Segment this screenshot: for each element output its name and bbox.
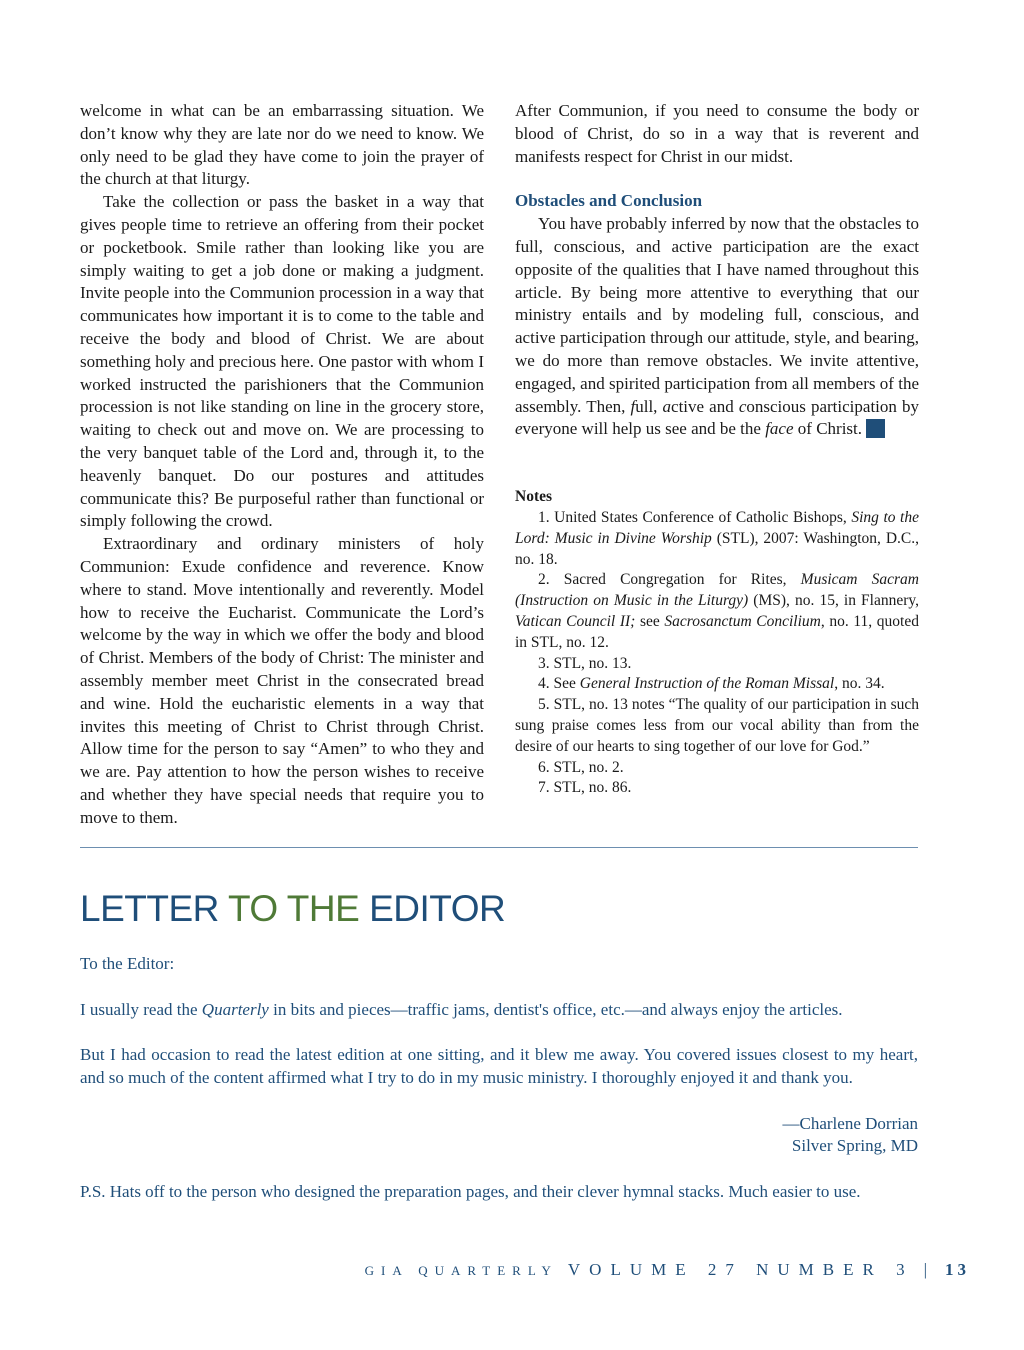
- text-run: , no. 11, quoted in STL, no. 12.: [515, 612, 919, 651]
- note-item: 7. STL, no. 86.: [538, 779, 632, 797]
- letter-body: [80, 953, 918, 1227]
- signature-place: Silver Spring, MD: [791, 1136, 918, 1156]
- text-run: 2. Sacred Congregation for Rites,: [538, 571, 801, 589]
- text-run: ull,: [635, 396, 663, 416]
- title-italic: Vatican Council II;: [515, 612, 636, 630]
- paragraph: After Communion, if you need to consume the body or blood of Christ, do so in a way that is reverent and manifests respect for Christ in our midst.: [515, 101, 919, 166]
- paragraph: Extraordinary and ordinary ministers of holy Communion: Exude confidence and reverence. Know where to stand. Move intentionally and reverently. Model how to receive the Eucharist. Communicate the Lord’s welcome by the way in which we offer the body and blood of Christ. Members of the body of Christ: The minister and assembly member meet Christ in the consecrated bread and wine. Hold the eucharistic elements in a way that invites this meeting of Christ to Christ through Christ. Allow time for the person to say “Amen” to who they and we are. Pay attention to how the person wishes to receive and whether they have special needs that require you to move to them.: [80, 534, 484, 827]
- title-part: EDITOR: [359, 888, 506, 929]
- footer-separator: |: [923, 1260, 927, 1279]
- text-run: onscious participation by: [746, 396, 919, 416]
- title-italic: Sing to the Lord: Music in Divine Worship: [515, 508, 919, 547]
- letter-section-title: [80, 888, 505, 930]
- text-run: You have probably inferred by now that the obstacles to full, conscious, and active participation are the exact opposite of the qualities that I have named throughout this article. By being more attentive to everything that our ministry entails and by modeling full, conscious, and active participation through our attitude, style, and bearing, we do more than remove obstacles. We invite attentive, engaged, and spirited participation from all members of the assembly. Then,: [515, 214, 919, 416]
- signature-name: —Charlene Dorrian: [782, 1113, 918, 1133]
- letter-paragraph: [80, 999, 918, 1022]
- title-italic: Musicam Sacram (Instruction on Music in the Liturgy): [515, 571, 919, 610]
- publication-name: Quarterly: [201, 999, 269, 1019]
- footer-publication: GIA QUARTERLY: [364, 1263, 558, 1278]
- text-run: see: [635, 612, 665, 630]
- section-heading: Obstacles and Conclusion: [515, 191, 703, 211]
- article-right-column: [515, 100, 919, 799]
- section-divider: [80, 847, 918, 848]
- page-number: 13: [945, 1260, 970, 1279]
- title-part: LETTER: [80, 888, 228, 929]
- page-footer: [365, 1260, 970, 1280]
- note-item: 3. STL, no. 13.: [538, 654, 632, 672]
- text-run: (MS), no. 15, in Flannery,: [748, 592, 920, 610]
- text-run: veryone will help us see and be the: [522, 419, 766, 439]
- emphasis-letter: e: [515, 419, 523, 439]
- emphasis-letter: f: [630, 396, 636, 416]
- text-run: in bits and pieces—traffic jams, dentist's office, etc.—and always enjoy the articles.: [268, 999, 843, 1019]
- text-run: ctive and: [671, 396, 739, 416]
- text-run: I usually read the: [80, 999, 202, 1019]
- notes-section: [515, 487, 919, 799]
- letter-paragraph: But I had occasion to read the latest edition at one sitting, and it blew me away. You covered issues closest to my heart, and so much of the content affirmed what I try to do in my music ministry. I thoroughly enjoyed it and thank you.: [80, 1045, 918, 1087]
- article-left-column: [80, 100, 484, 830]
- text-run: (STL), 2007: Washington, D.C., no. 18.: [515, 529, 919, 568]
- note-item: [515, 674, 919, 695]
- emphasis-letter: c: [738, 396, 747, 416]
- end-mark-square-icon: [866, 419, 885, 438]
- letter-postscript: P.S. Hats off to the person who designed the preparation pages, and their clever hymnal stacks. Much easier to use.: [80, 1181, 861, 1201]
- paragraph: [515, 213, 919, 441]
- note-item: 5. STL, no. 13 notes “The quality of our participation in such sung praise comes less from our vocal ability than from the desire of our hearts to sing together of our love for God.”: [515, 696, 919, 755]
- paragraph: Take the collection or pass the basket in a way that gives people time to retrieve an offering from their pocket or pocketbook. Smile rather than looking like you are simply waiting to get a job done or making a judgment. Invite people into the Communion procession in a way that communicates how important it is to come to the table and receive the body and blood of Christ. We are about something holy and precious here. One pastor with whom I worked instructed the parishioners that the Communion procession is not like standing on line in the grocery store, waiting to check out and move on. We are processing to the very banquet table of the Lord and, through it, to the heavenly banquet. Do our postures and attitudes communicate this? Be purposeful rather than functional or simply following the crowd.: [80, 192, 484, 531]
- text-run: of Christ.: [793, 419, 863, 439]
- note-item: [515, 508, 919, 570]
- title-italic: Sacrosanctum Concilium: [664, 612, 821, 630]
- note-item: 6. STL, no. 2.: [538, 758, 624, 776]
- emphasis-word: face: [765, 419, 794, 439]
- emphasis-letter: a: [662, 396, 672, 416]
- text-run: 1. United States Conference of Catholic Bishops,: [538, 508, 852, 526]
- letter-salutation: To the Editor:: [80, 954, 175, 973]
- text-run: 4. See: [538, 675, 580, 693]
- title-italic: General Instruction of the Roman Missal: [579, 675, 835, 693]
- paragraph: welcome in what can be an embarrassing situation. We don’t know why they are late nor do we need to know. We only need to be glad they have come to join the prayer of the church at that liturgy.: [80, 101, 484, 189]
- title-part-accent: TO THE: [227, 888, 360, 929]
- note-item: [515, 570, 919, 653]
- text-run: , no. 34.: [834, 675, 885, 693]
- notes-heading: Notes: [515, 488, 553, 506]
- footer-volume: VOLUME 27 NUMBER 3: [567, 1260, 914, 1279]
